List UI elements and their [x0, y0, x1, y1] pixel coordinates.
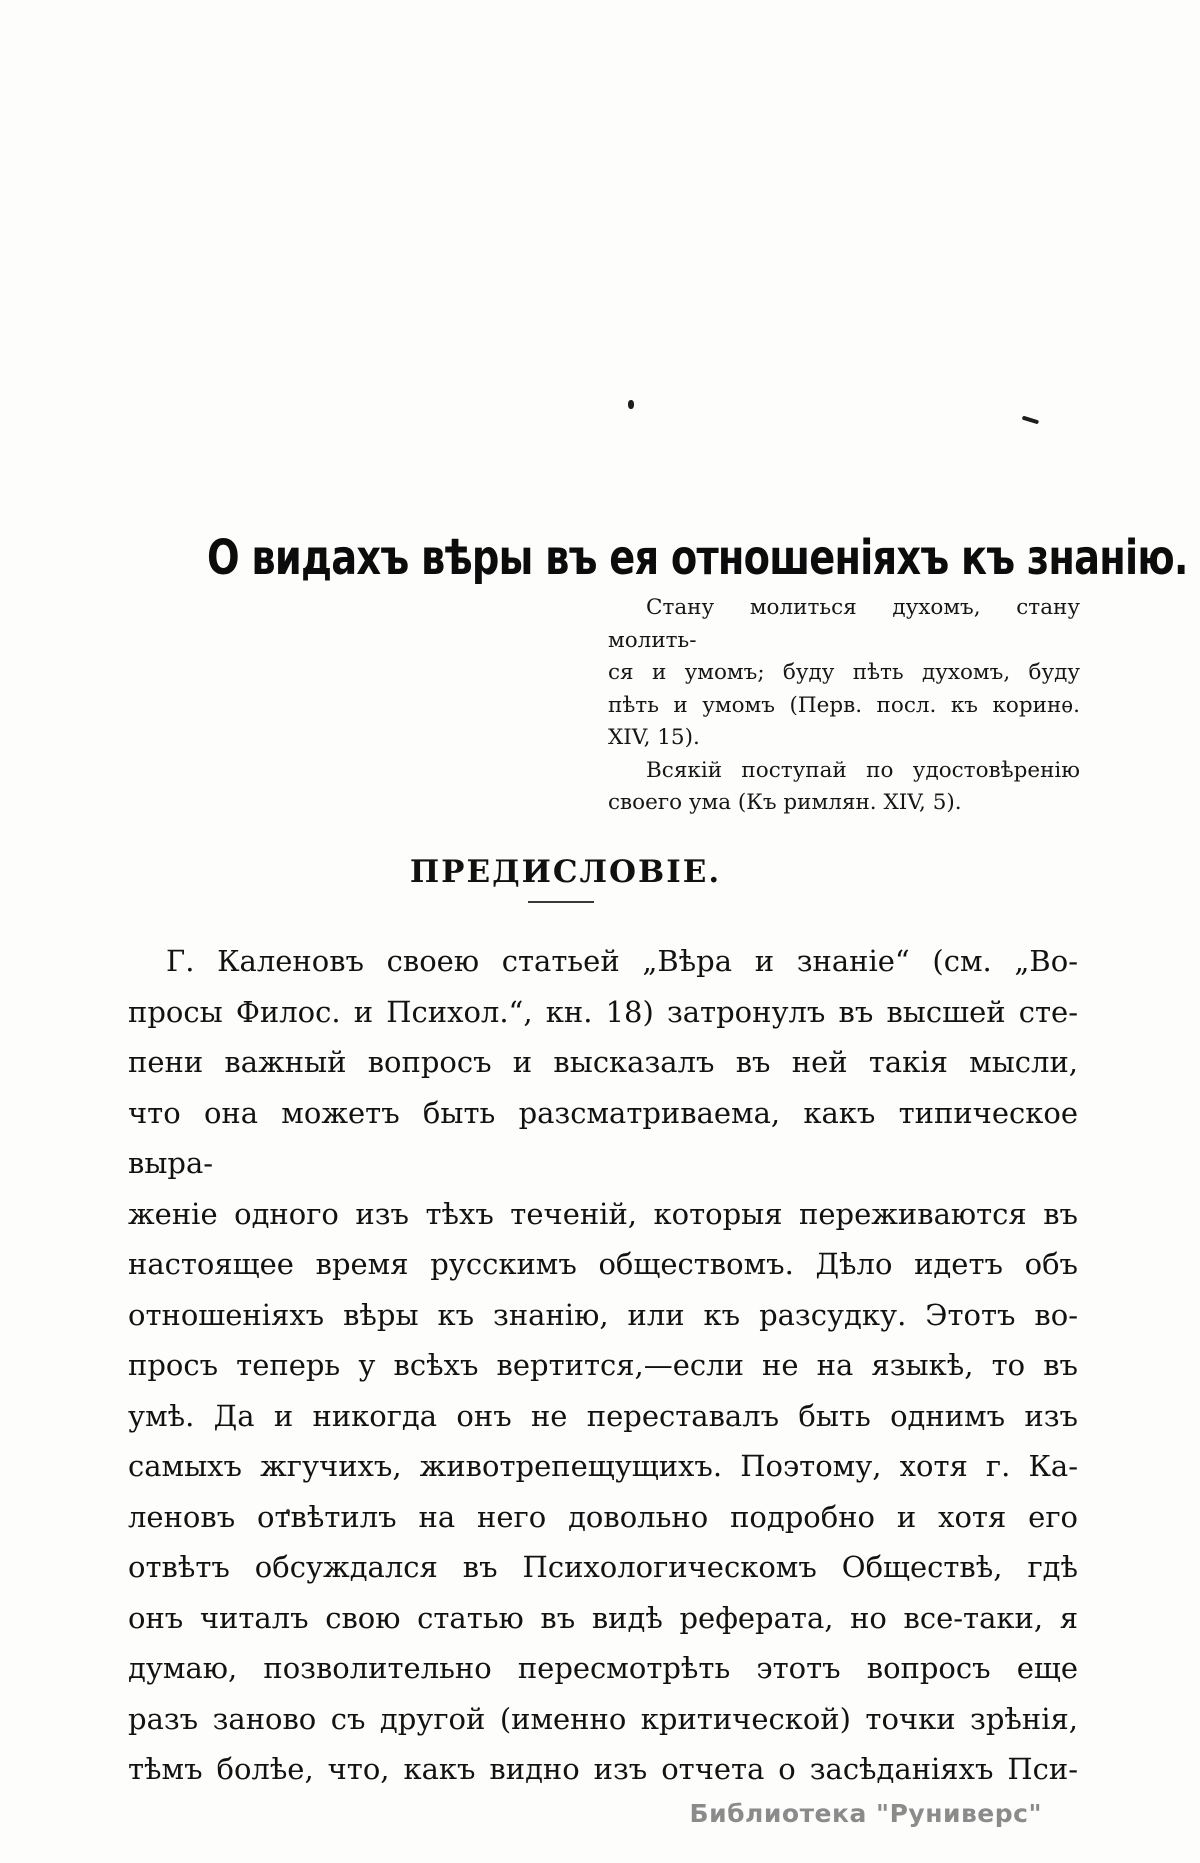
body-text-line: онъ читалъ свою статью въ видѣ реферата, но все-таки, я — [128, 1600, 1078, 1635]
epigraph-line: ся и умомъ; буду пѣть духомъ, буду — [608, 660, 1080, 685]
section-heading-preface: ПРЕДИСЛОВІЕ. — [409, 853, 722, 890]
body-text-line: тѣмъ болѣе, что, какъ видно изъ отчета о засѣданіяхъ Пси- — [128, 1752, 1078, 1786]
body-text-line: разъ заново съ другой (именно критической) точки зрѣнія, — [128, 1701, 1078, 1736]
epigraph-block — [608, 592, 1080, 820]
body-text-line: просы Филос. и Психол.“, кн. 18) затронулъ въ высшей сте- — [128, 994, 1078, 1029]
epigraph-line: Всякій поступай по удостовѣренію — [646, 757, 1080, 783]
body-text-line: Г. Каленовъ своею статьей „Вѣра и знаніе“ (см. „Во- — [166, 944, 1078, 978]
epigraph-line: своего ума (Къ римлян. XIV, 5). — [608, 790, 962, 815]
scan-artifact-mark — [1022, 416, 1039, 424]
body-text-line: думаю, позволительно пересмотрѣть этотъ вопросъ еще — [128, 1651, 1078, 1685]
epigraph-line: XIV, 15). — [608, 725, 700, 750]
body-text-line: настоящее время русскимъ обществомъ. Дѣло идетъ объ — [128, 1247, 1078, 1281]
scan-artifact-dot — [628, 400, 634, 409]
heading-divider-rule — [528, 901, 594, 903]
body-text-line: пени важный вопросъ и высказалъ въ ней такія мысли, — [128, 1045, 1078, 1079]
epigraph-line: пѣть и умомъ (Перв. посл. къ коринѳ. — [608, 692, 1080, 718]
body-text-line: просъ теперь у всѣхъ вертится,—если не на языкѣ, то въ — [128, 1348, 1078, 1382]
article-title: О видахъ вѣры въ ея отношеніяхъ къ знанію. — [207, 530, 1188, 587]
body-text-line: самыхъ жгучихъ, животрепещущихъ. Поэтому, хотя г. Ка- — [128, 1449, 1078, 1483]
body-text-line: умѣ. Да и никогда онъ не переставалъ быть однимъ изъ — [128, 1398, 1078, 1433]
body-text-line: женіе одного изъ тѣхъ теченій, которыя переживаются въ — [128, 1196, 1078, 1231]
body-paragraph — [128, 936, 1078, 1795]
body-text-line: отвѣтъ обсуждался въ Психологическомъ Обществѣ, гдѣ — [128, 1550, 1078, 1584]
library-watermark: Библиотека "Руниверс" — [689, 1799, 1042, 1828]
body-text-line: леновъ отвѣтилъ на него довольно подробно и хотя его — [128, 1499, 1078, 1534]
body-text-line: что она можетъ быть разсматриваема, какъ типическое выра- — [128, 1095, 1078, 1180]
epigraph-line: Стану молиться духомъ, стану молить- — [608, 595, 1080, 653]
body-text-line: отношеніяхъ вѣры къ знанію, или къ разсудку. Этотъ во- — [128, 1297, 1078, 1332]
